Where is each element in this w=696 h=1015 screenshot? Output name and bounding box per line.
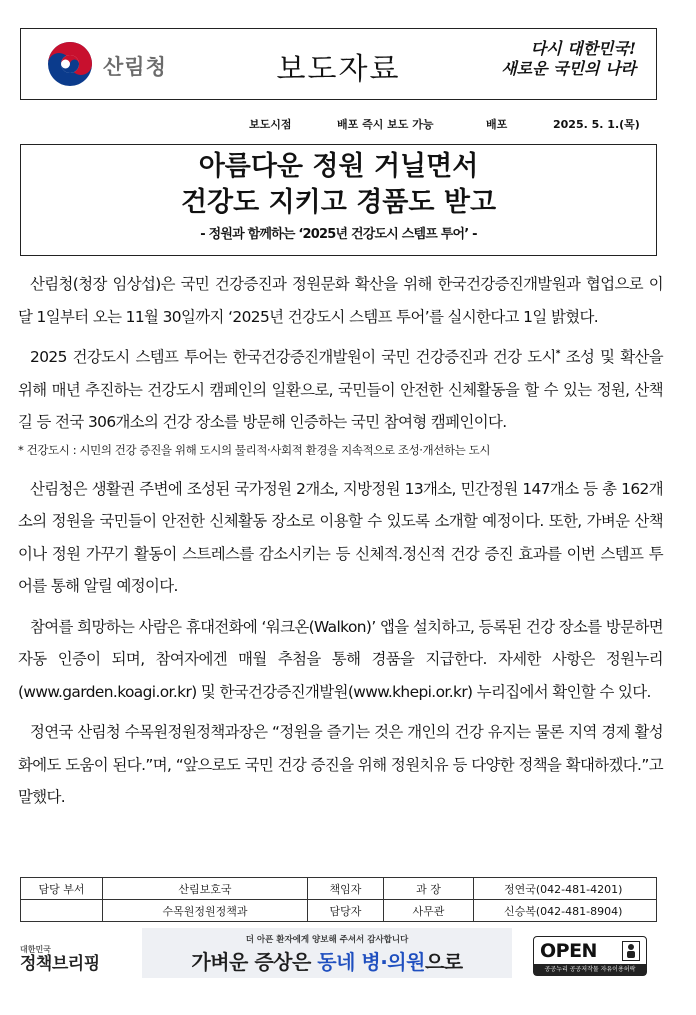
open-license-badge[interactable] [533, 936, 647, 976]
footnote: * 건강도시 : 시민의 건강 증진을 위해 도시의 물리적·사회적 환경을 지속적으로 조성·개선하는 도시 [18, 442, 491, 457]
banner-text-a: 가벼운 증상은 [191, 950, 318, 974]
open-license-subtext: 공공누리 공공저작물 자유이용허락 [534, 964, 646, 975]
attribution-icon [622, 941, 640, 961]
article-body [18, 268, 663, 822]
document-type-title: 보도자료 [276, 52, 401, 87]
dept-2: 수목원정원정책과 [103, 900, 308, 922]
paragraph-2 [18, 341, 663, 439]
release-info [0, 116, 696, 132]
slogan-line-1: 다시 대한민국! [530, 39, 636, 58]
release-time-label: 보도시점 [249, 118, 292, 131]
banner-main-text [142, 946, 512, 975]
responsible-label: 책임자 [308, 878, 384, 900]
staff-name: 신승복(042-481-8904) [474, 900, 657, 922]
open-license-text: OPEN [540, 940, 597, 962]
distribution-label: 배포 [486, 118, 508, 131]
campaign-banner[interactable] [142, 928, 512, 978]
paragraph-3: 산림청은 생활권 주변에 조성된 국가정원 2개소, 지방정원 13개소, 민간정원 147개소 등 총 162개소의 정원을 국민들이 안전한 신체활동 장소로 이용할 수 있도록 소개할 예정이다. 또한, 가벼운 산책이나 정원 가꾸기 활동이 스트레스를 감소시키는 등 신체적.정신적 건강 증진 효과를 이번 스템프 투어를 통해 알릴 예정이다. [18, 479, 663, 595]
table-row [21, 900, 657, 922]
policy-briefing-small-text: 대한민국 [20, 945, 51, 954]
dept-label: 담당 부서 [21, 878, 103, 900]
press-header [20, 28, 657, 100]
staff-label: 담당자 [308, 900, 384, 922]
banner-top-text: 더 아픈 환자에게 양보해 주셔서 감사합니다 [245, 935, 409, 945]
policy-briefing-logo[interactable] [20, 944, 104, 974]
paragraph-2-start: 2025 건강도시 스템프 투어는 한국건강증진개발원이 국민 건강증진과 건강 도시 [30, 348, 556, 366]
responsible-name: 정연국(042-481-4201) [474, 878, 657, 900]
banner-text-c: 으로 [424, 950, 463, 974]
paragraph-4: 참여를 희망하는 사람은 휴대전화에 ‘워크온(Walkon)’ 앱을 설치하고, 등록된 건강 장소를 방문하면 자동 인증이 되며, 참여자에겐 매월 추첨을 통해 경품을 지급한다. 자세한 사항은 정원누리(www.garden.koagi.or.kr) 및 한국건강증진개발원(www.khepi.or.kr) 누리집에서 확인할 수 있다. [18, 617, 663, 701]
headline-line-1: 아름다운 정원 거닐면서 [198, 151, 479, 182]
org-name: 산림청 [103, 55, 167, 79]
responsible-title: 과 장 [384, 878, 474, 900]
banner-text-highlight: 동네 병·의원 [317, 950, 425, 974]
footnote-mark: * [555, 348, 560, 359]
headline-box [20, 144, 657, 256]
table-row [21, 878, 657, 900]
dept-empty-cell [21, 900, 103, 922]
dept-1: 산림보호국 [103, 878, 308, 900]
distribution-date: 2025. 5. 1.(목) [553, 118, 640, 131]
policy-briefing-text: 정책브리핑 [20, 954, 100, 974]
staff-title: 사무관 [384, 900, 474, 922]
contact-table [20, 877, 657, 922]
paragraph-1: 산림청(청장 임상섭)은 국민 건강증진과 정원문화 확산을 위해 한국건강증진개발원과 협업으로 이달 1일부터 오는 11월 30일까지 ‘2025년 건강도시 스템프 투어’를 실시한다고 1일 밝혔다. [18, 275, 663, 326]
paragraph-5: 정연국 산림청 수목원정원정책과장은 “정원을 즐기는 것은 개인의 건강 유지는 물론 지역 경제 활성화에도 도움이 된다.”며, “앞으로도 국민 건강 증진을 위해 정원치유 등 다양한 정책을 확대하겠다.”고 말했다. [18, 723, 663, 806]
release-time-value: 배포 즉시 보도 가능 [337, 118, 434, 131]
paragraph-2-end: 조성 및 확산을 위해 매년 추진하는 건강도시 캠페인의 일환으로, 국민들이 안전한 신체활동을 할 수 있는 정원, 산책길 등 전국 306개소의 건강 장소를 방문해 인증하는 국민 참여형 캠페인이다. [18, 348, 663, 431]
subheadline: - 정원과 함께하는 ‘2025년 건강도시 스템프 투어’ - [200, 227, 477, 242]
headline-line-2: 건강도 지키고 경품도 받고 [180, 187, 497, 218]
slogan [486, 39, 636, 79]
slogan-line-2: 새로운 국민의 나라 [501, 59, 636, 78]
